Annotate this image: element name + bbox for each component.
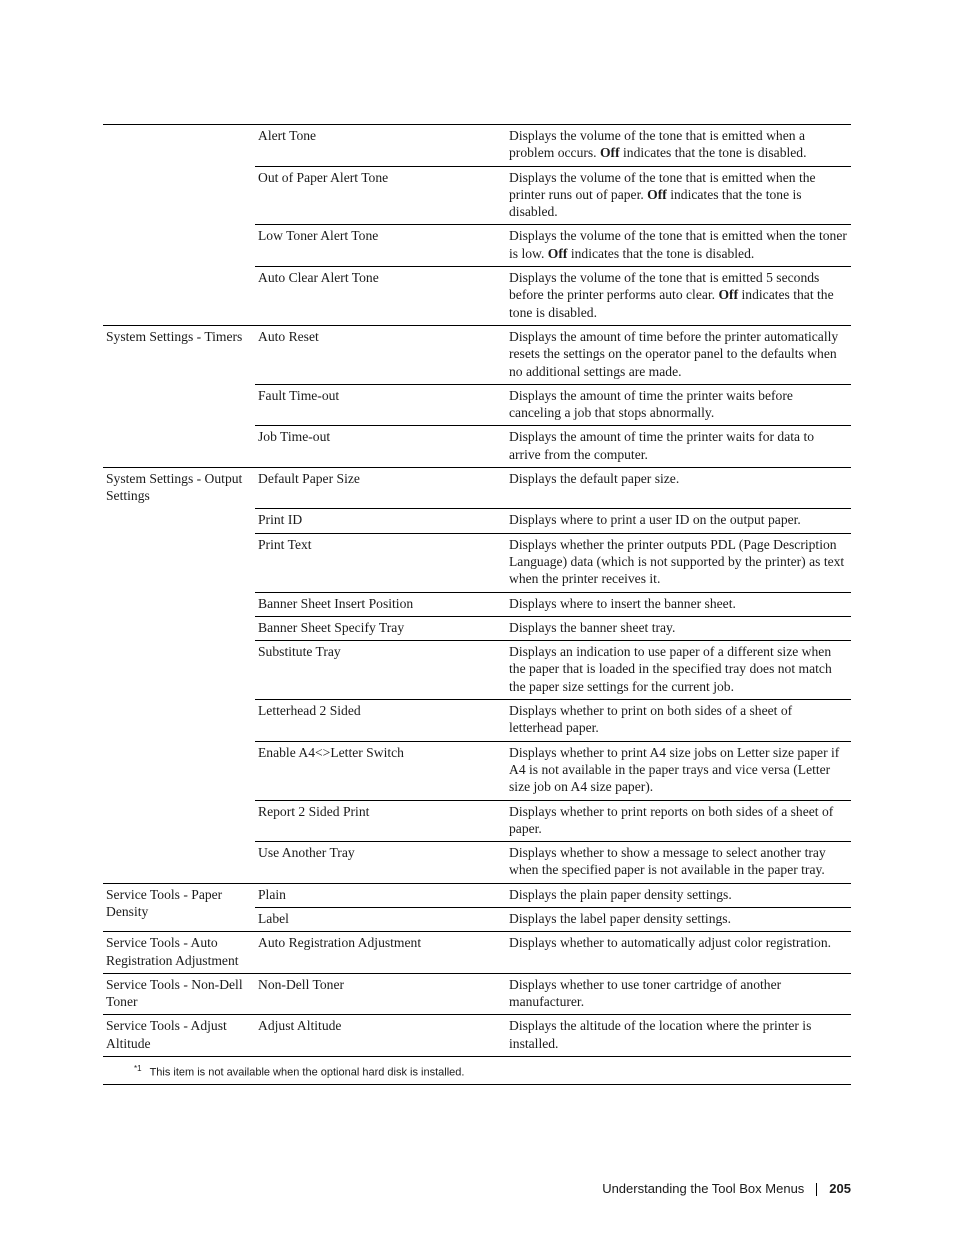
menu-item-name: Non-Dell Toner [255,973,506,1015]
menu-item-name: Adjust Altitude [255,1015,506,1057]
footnote-text: This item is not available when the optional hard disk is installed. [149,1066,465,1079]
table-row [103,932,851,974]
menu-item-description [506,616,851,640]
menu-item-description [506,973,851,1015]
menu-item-description [506,325,851,384]
menu-item-description [506,125,851,167]
menu-item-description [506,166,851,225]
desc-emphasis: Off [647,186,667,202]
table-row [103,468,851,509]
menu-item-description [506,883,851,907]
table-row [103,1015,851,1057]
table-row [103,125,851,167]
menu-item-name: Fault Time-out [255,384,506,426]
menu-item-name: Report 2 Sided Print [255,800,506,842]
desc-text: Displays whether to print A4 size jobs on Letter size paper if A4 is not available in the paper trays and vice versa (Letter size job on A4 size paper). [509,744,840,795]
menu-item-name: Out of Paper Alert Tone [255,166,506,225]
category-cell: Service Tools - Paper Density [103,883,255,932]
footnote-mark: *1 [134,1064,142,1074]
table-body [103,125,851,1057]
desc-text: Displays the banner sheet tray. [509,619,676,635]
footer-section-title: Understanding the Tool Box Menus [602,1181,805,1196]
desc-text: Displays whether the printer outputs PDL (Page Description Language) data (which is not supported by the printer) as text when the printer receives it. [509,536,845,587]
menu-item-name: Alert Tone [255,125,506,167]
desc-text: Displays whether to print on both sides of a sheet of letterhead paper. [509,703,793,736]
desc-text: Displays the volume of the tone that is emitted when the printer runs out of paper. [509,169,816,202]
menu-item-name: Enable A4<>Letter Switch [255,741,506,800]
page-footer [602,1180,851,1198]
menu-item-name: Auto Reset [255,325,506,384]
menu-item-name: Plain [255,883,506,907]
menu-item-name: Auto Clear Alert Tone [255,267,506,326]
desc-text: Displays an indication to use paper of a different size when the paper that is loaded in the specified tray does not match the paper size settings for the current job. [509,644,832,694]
desc-text: Displays the volume of the tone that is emitted 5 seconds before the printer performs auto clear. [509,270,820,303]
menu-item-description [506,700,851,742]
menu-item-name: Print ID [255,509,506,533]
category-cell: Service Tools - Auto Registration Adjustment [103,932,255,974]
menu-item-description [506,267,851,326]
desc-text: Displays whether to use toner cartridge of another manufacturer. [509,976,782,1010]
menu-item-description [506,468,851,509]
desc-text: Displays the label paper density settings. [509,910,731,926]
category-cell [103,125,255,326]
menu-item-name: Banner Sheet Insert Position [255,592,506,616]
desc-text: Displays where to print a user ID on the output paper. [509,512,801,528]
menu-item-name: Substitute Tray [255,641,506,700]
menu-item-name: Use Another Tray [255,842,506,884]
menu-item-description [506,426,851,468]
menu-item-name: Print Text [255,533,506,592]
menu-item-description [506,384,851,426]
menu-item-description [506,800,851,842]
menu-item-description [506,842,851,884]
footnote-row [103,1057,851,1085]
desc-text: Displays whether to show a message to select another tray when the specified paper is not available in the paper tray. [509,845,826,878]
category-cell: System Settings - Timers [103,325,255,467]
category-cell: System Settings - Output Settings [103,468,255,884]
menu-item-description [506,741,851,800]
desc-text: Displays the amount of time the printer waits for data to arrive from the computer. [509,429,815,462]
table-row [103,325,851,384]
desc-emphasis: Off [599,145,620,161]
desc-text: indicates that the tone is disabled. [509,186,802,220]
desc-emphasis: Off [547,245,568,261]
menu-item-description [506,509,851,533]
menu-item-name: Banner Sheet Specify Tray [255,616,506,640]
desc-text: Displays the volume of the tone that is emitted when a problem occurs. [509,128,805,161]
desc-text: Displays the altitude of the location where the printer is installed. [509,1018,812,1051]
menu-item-description [506,641,851,700]
menu-item-description [506,225,851,267]
table-row [103,883,851,907]
desc-text: Displays the default paper size. [509,471,680,487]
desc-text: indicates that the tone is disabled. [619,145,807,161]
menu-item-description [506,932,851,974]
menu-item-description [506,592,851,616]
desc-text: Displays whether to automatically adjust color registration. [509,935,832,951]
menu-item-name: Job Time-out [255,426,506,468]
desc-text: indicates that the tone is disabled. [509,287,834,320]
desc-text: indicates that the tone is disabled. [567,245,755,261]
menu-item-description [506,533,851,592]
menu-item-description [506,1015,851,1057]
menu-item-name: Label [255,907,506,931]
menu-settings-table [103,124,851,1085]
table-row [103,973,851,1015]
menu-item-name: Low Toner Alert Tone [255,225,506,267]
category-cell: Service Tools - Adjust Altitude [103,1015,255,1057]
page-number: 205 [829,1181,851,1196]
desc-text: Displays whether to print reports on both sides of a sheet of paper. [509,803,834,836]
desc-text: Displays the plain paper density settings. [509,886,732,902]
menu-item-name: Default Paper Size [255,468,506,509]
desc-text: Displays where to insert the banner sheet. [509,595,736,611]
desc-text: Displays the volume of the tone that is emitted when the toner is low. [509,228,847,261]
menu-item-name: Letterhead 2 Sided [255,700,506,742]
footnote [103,1057,851,1085]
desc-text: Displays the amount of time the printer waits before canceling a job that stops abnormally. [509,387,793,421]
menu-item-description [506,907,851,931]
footer-separator [816,1183,817,1196]
category-cell: Service Tools - Non-Dell Toner [103,973,255,1015]
desc-text: Displays the amount of time before the printer automatically resets the settings on the operator panel to the defaults when no additional settings are made. [509,328,839,379]
menu-item-name: Auto Registration Adjustment [255,932,506,974]
desc-emphasis: Off [718,287,739,303]
